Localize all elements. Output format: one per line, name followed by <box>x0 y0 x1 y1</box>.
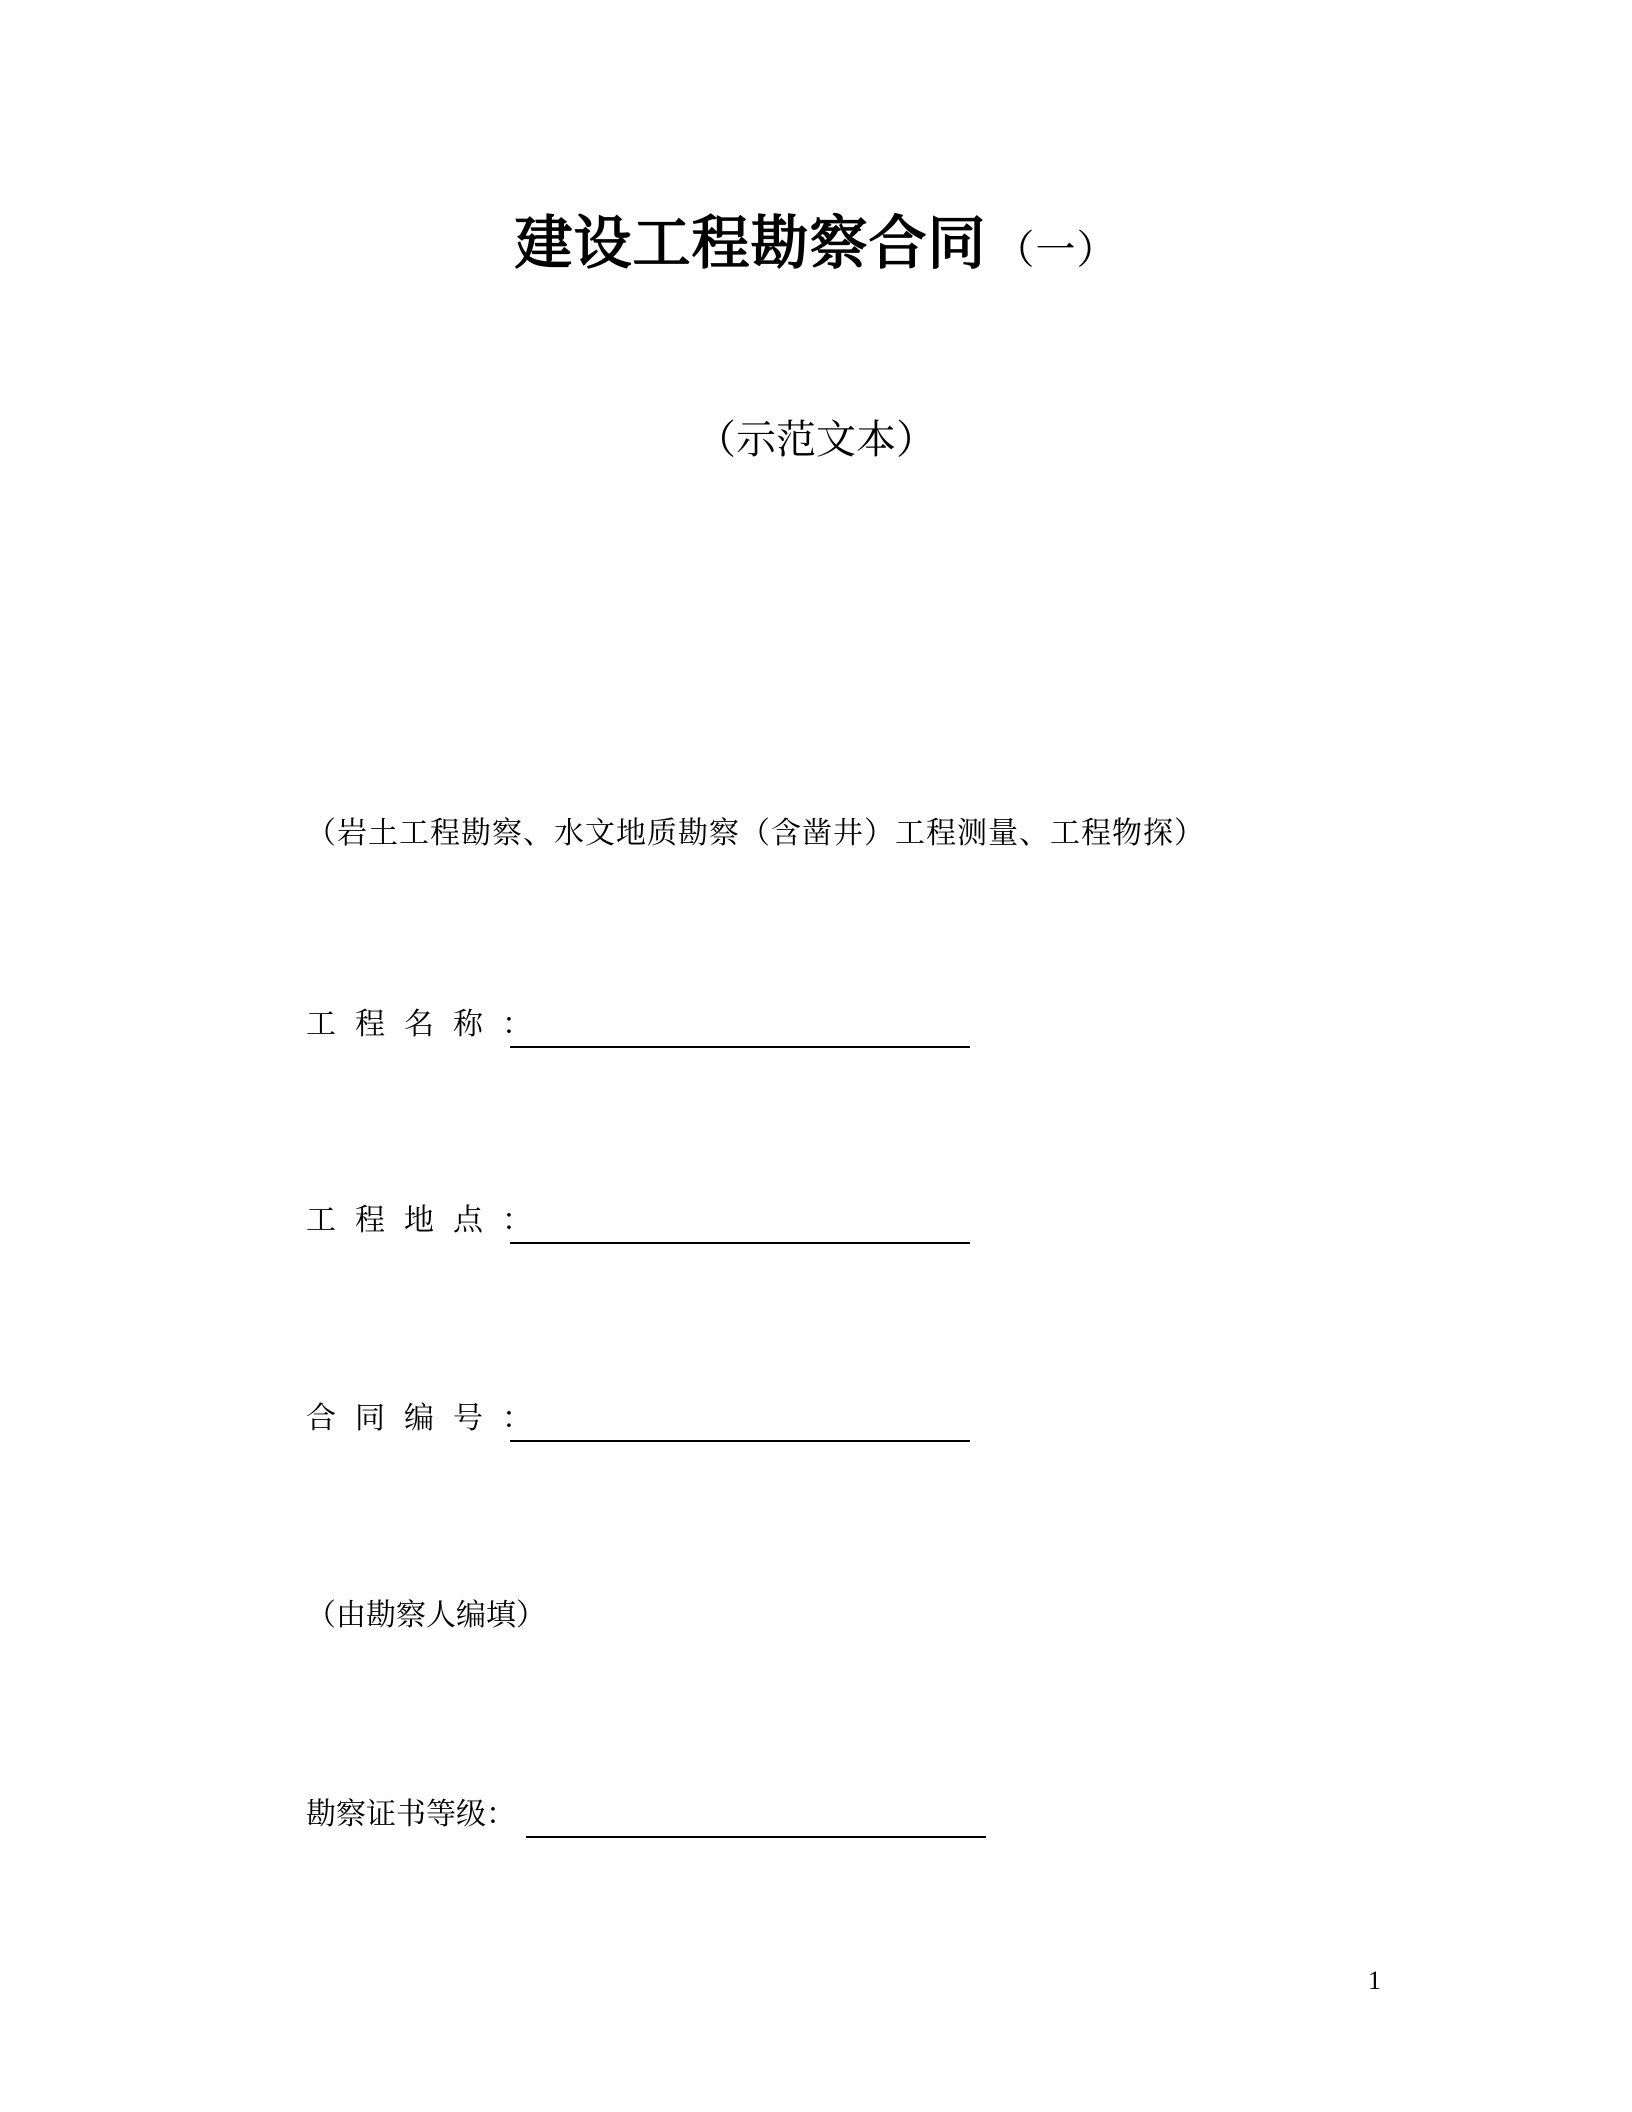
title-suffix: （一） <box>994 227 1118 273</box>
certificate-level-blank[interactable] <box>526 1836 986 1838</box>
filled-by-note: （由勘察人编填） <box>306 1598 546 1633</box>
page-number: 1 <box>1368 1966 1381 1995</box>
scope-description: （岩土工程勘察、水文地质勘察（含凿井）工程测量、工程物探） <box>306 816 1205 851</box>
document-title <box>0 196 1632 280</box>
project-name-label: 工程名称： <box>306 1007 551 1042</box>
project-location-label: 工程地点： <box>306 1203 551 1238</box>
title-main: 建设工程勘察合同 <box>514 209 987 277</box>
contract-number-label: 合同编号： <box>306 1401 551 1436</box>
certificate-level-label: 勘察证书等级： <box>306 1797 516 1832</box>
document-subtitle: （示范文本） <box>696 417 936 463</box>
contract-number-blank[interactable] <box>510 1440 970 1442</box>
project-location-blank[interactable] <box>510 1242 970 1244</box>
project-name-blank[interactable] <box>510 1046 970 1048</box>
